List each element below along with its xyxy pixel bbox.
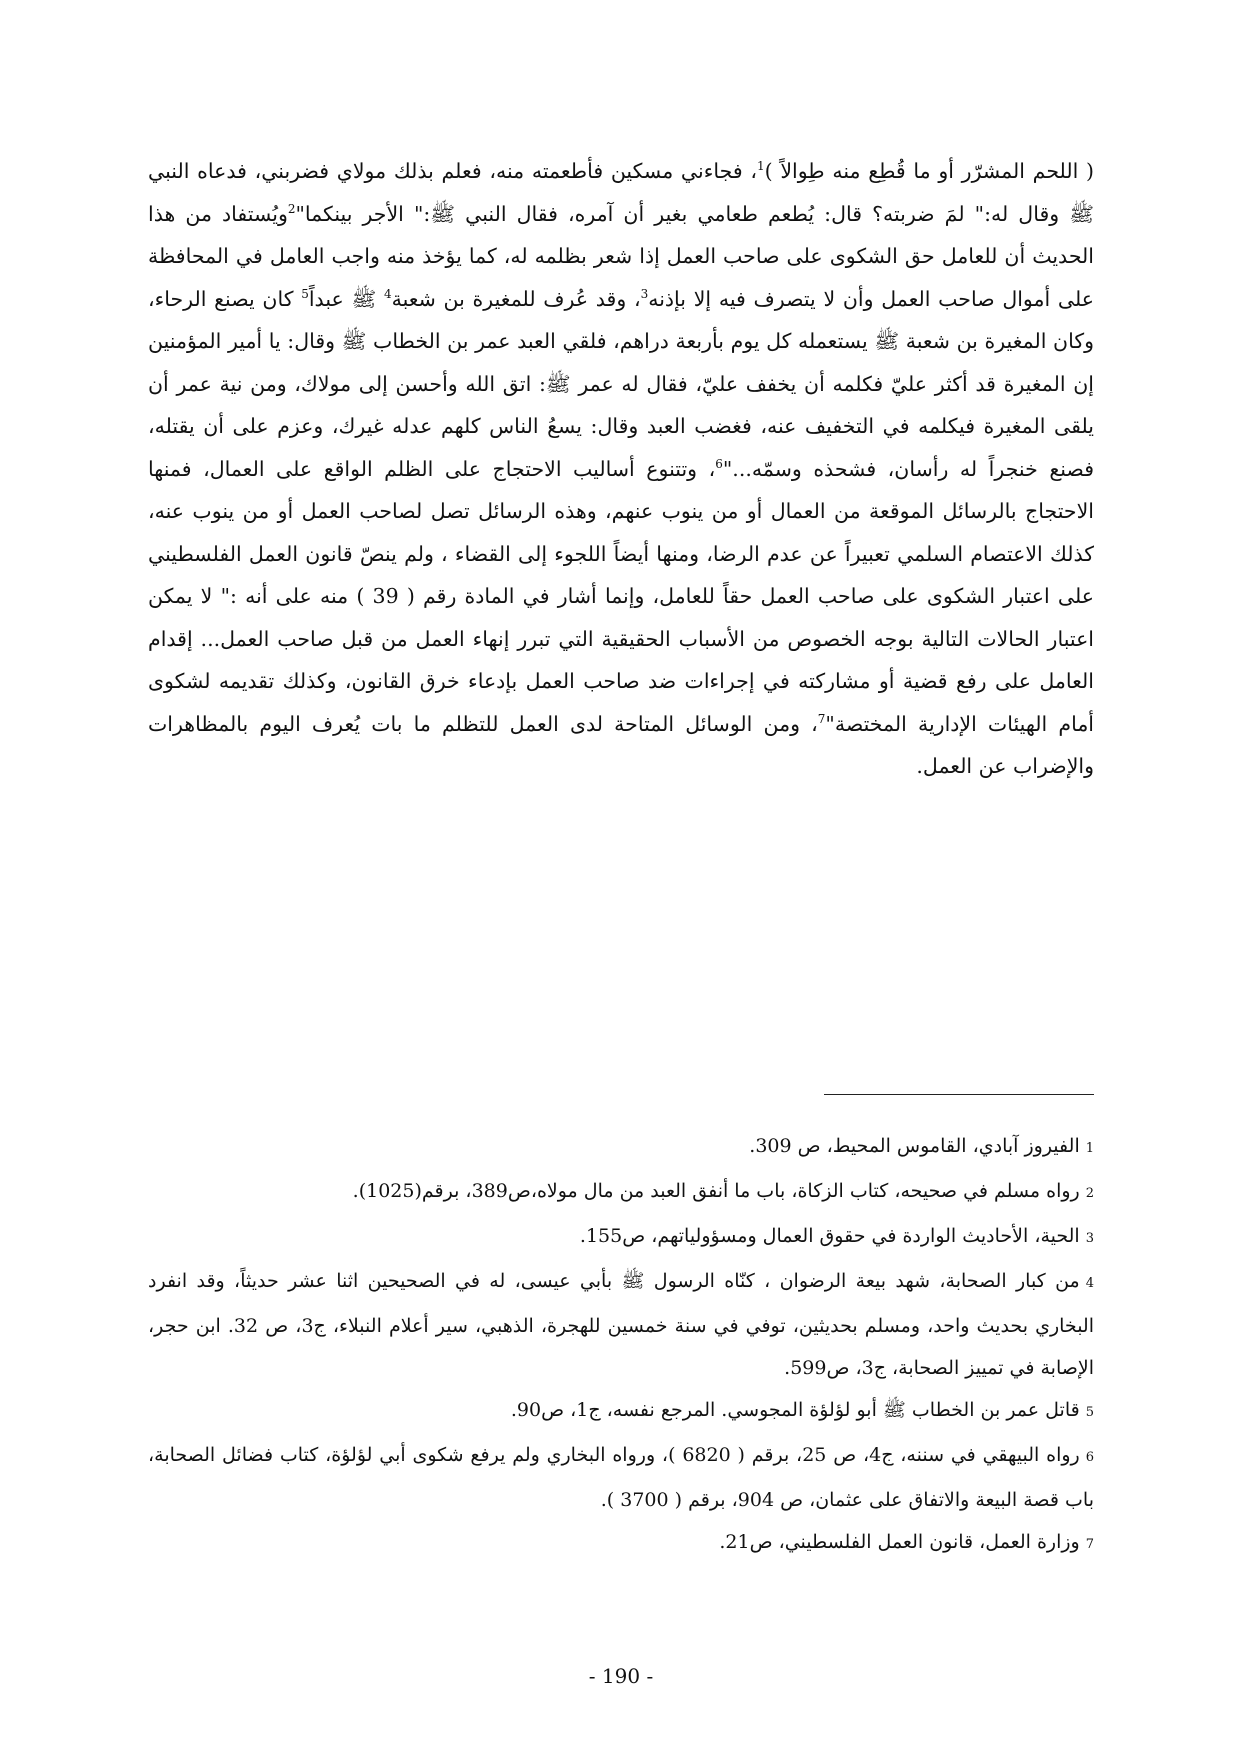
footnote-separator — [824, 1094, 1094, 1095]
footnote-text: الحية، الأحاديث الواردة في حقوق العمال ومسؤولياتهم، ص155. — [579, 1225, 1080, 1247]
text-segment: ، فجاءني مسكين فأطعمته منه، فعلم بذلك مولاي فضربني، فدعاه النبي ﷺ وقال له:" لمَ ضربته؟ قال: يُطعم طعامي بغير أن آمره، فقال النبي ﷺ:" الأجر بينكما" — [148, 159, 1094, 226]
text-segment: ( اللحم المشرّر أو ما قُطِع منه طِوالاً ) — [764, 159, 1094, 183]
footnotes-section — [148, 1125, 1094, 1566]
document-page — [148, 150, 1094, 1730]
footnote-number: 6 — [1085, 1450, 1094, 1465]
footnote-number: 3 — [1085, 1231, 1094, 1246]
footnote-number: 2 — [1085, 1186, 1094, 1201]
footnote-ref[interactable]: 2 — [287, 201, 296, 216]
footnote-number: 5 — [1085, 1405, 1094, 1420]
text-segment: ﷺ عبداً — [308, 286, 384, 311]
footnote-text: رواه مسلم في صحيحه، كتاب الزكاة، باب ما أنفق العبد من مال مولاه،ص389، برقم(1025). — [352, 1180, 1080, 1202]
footnote — [148, 1521, 1094, 1566]
footnote-text: الفيروز آبادي، القاموس المحيط، ص 309. — [749, 1135, 1080, 1157]
footnote — [148, 1389, 1094, 1434]
text-segment: كان يصنع الرحاء، وكان المغيرة بن شعبة ﷺ يستعمله كل يوم بأربعة دراهم، فلقي العبد عمر بن الخطاب ﷺ وقال: يا أمير المؤمنين إن المغيرة قد أكثر عليّ فكلمه أن يخفف عليّ، فقال له عمر ﷺ: اتق الله وأحسن إلى مولاك، ومن نية عمر أن يلقى المغيرة فيكلمه في التخفيف عنه، فغضب العبد وقال: يسعُ الناس كلهم عدله غيرك، وعزم على أن يقتله، فصنع خنجراً له رأسان، فشحذه وسمّه..." — [148, 286, 1094, 481]
text-segment: ، ومن الوسائل المتاحة لدى العمل للتظلم ما بات يُعرف اليوم بالمظاهرات والإضراب عن العمل. — [148, 711, 1094, 778]
footnote-number: 1 — [1085, 1141, 1094, 1156]
footnote-text: رواه البيهقي في سننه، ج4، ص 25، برقم ( 6820 )، ورواه البخاري ولم يرفع شكوى أبي لؤلؤة، كتاب فضائل الصحابة، باب قصة البيعة والاتفاق على عثمان، ص 904، برقم ( 3700 ). — [148, 1444, 1094, 1511]
footnote-text: قاتل عمر بن الخطاب ﷺ أبو لؤلؤة المجوسي. المرجع نفسه، ج1، ص90. — [510, 1399, 1080, 1421]
footnote-text: وزارة العمل، قانون العمل الفلسطيني، ص21. — [719, 1531, 1080, 1553]
footnote-ref[interactable]: 7 — [817, 711, 826, 726]
footnote — [148, 1215, 1094, 1260]
footnote-text: من كبار الصحابة، شهد بيعة الرضوان ، كنّاه الرسول ﷺ بأبي عيسى، له في الصحيحين اثنا عشر حديثاً، وقد انفرد البخاري بحديث واحد، ومسلم بحديثين، توفي في سنة خمسين للهجرة، الذهبي، سير أعلام النبلاء، ج3، ص 32. ابن حجر، الإصابة في تمييز الصحابة، ج3، ص599. — [148, 1270, 1094, 1379]
footnote-ref[interactable]: 1 — [756, 159, 765, 174]
footnote — [148, 1125, 1094, 1170]
text-segment: ، وقد عُرف للمغيرة بن شعبة — [391, 286, 641, 311]
text-segment: ويُستفاد من هذا الحديث أن للعامل حق الشكوى على صاحب العمل إذا شعر بظلمه له، كما يؤخذ منه واجب العامل في المحافظة على أموال صاحب العمل وأن لا يتصرف فيه إلا بإذنه — [148, 201, 1095, 311]
footnote — [148, 1170, 1094, 1215]
footnote-ref[interactable]: 4 — [383, 286, 392, 301]
footnote-ref[interactable]: 5 — [301, 286, 309, 301]
footnote — [148, 1434, 1094, 1521]
footnote-number: 7 — [1085, 1537, 1094, 1552]
footnote-number: 4 — [1085, 1276, 1094, 1291]
text-segment: ، وتتنوع أساليب الاحتجاج على الظلم الواقع على العمال، فمنها الاحتجاج بالرسائل الموقعة من العمال أو من ينوب عنهم، وهذه الرسائل تصل لصاحب العمل أو من ينوب عنه، كذلك الاعتصام السلمي تعبيراً عن عدم الرضا، ومنها أيضاً اللجوء إلى القضاء ، ولم ينصّ قانون العمل الفلسطيني على اعتبار الشكوى على صاحب العمل حقاً للعامل، وإنما أشار في المادة رقم ( 39 ) منه على أنه :" لا يمكن اعتبار الحالات التالية بوجه الخصوص من الأسباب الحقيقية التي تبرر إنهاء العمل من قبل صاحب العمل... إقدام العامل على رفع قضية أو مشاركته في إجراءات ضد صاحب العمل بإدعاء خرق القانون، وكذلك تقديمه لشكوى أمام الهيئات الإدارية المختصة" — [148, 456, 1094, 736]
footnote-ref[interactable]: 3 — [640, 286, 649, 301]
footnote — [148, 1260, 1094, 1389]
footnote-ref[interactable]: 6 — [715, 456, 723, 471]
page-number: - 190 - — [588, 1664, 654, 1688]
main-paragraph — [148, 150, 1094, 788]
